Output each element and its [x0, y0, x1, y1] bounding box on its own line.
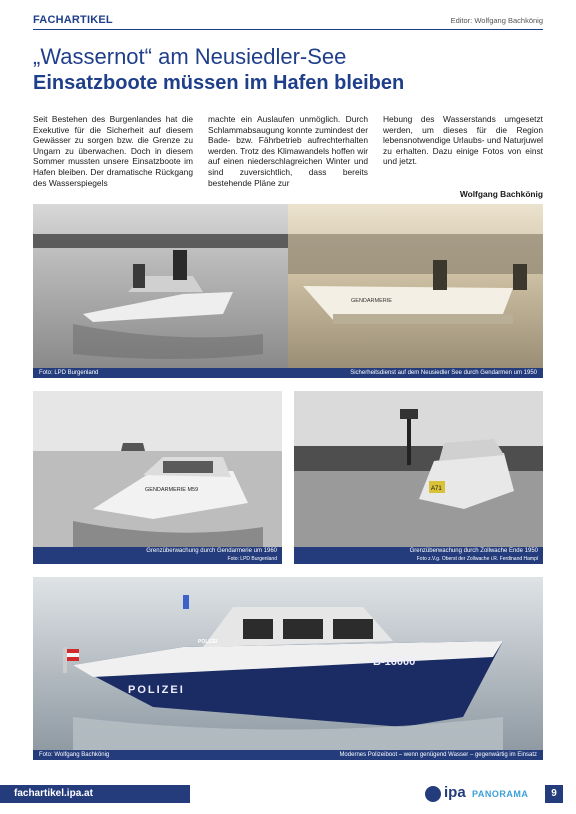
photo-mid-right: [294, 391, 543, 547]
header-rule: [33, 29, 543, 30]
photo-bottom-boat-text: POLIZEI: [128, 684, 185, 696]
subheadline: Einsatzboote müssen im Hafen bleiben: [33, 72, 405, 94]
photo-top: [33, 204, 543, 368]
footer-url-bar: [0, 785, 190, 803]
body-column-3: Hebung des Wasserstands umgesetzt werden, um dieses für die Region lebensnotwendige Urlaubs- und Naturjuwel zu erhalten. Dazu einige Fotos von einst und jetzt.: [383, 114, 543, 167]
footer-url[interactable]: fachartikel.ipa.at: [14, 788, 93, 799]
photo-bottom: [33, 577, 543, 750]
body-column-2: machte ein Auslaufen unmöglich. Durch Schlammabsaugung konnte zumindest der Bade- bzw. Fährbetrieb aufrechterhalten werden. Trotz des Klimawandels hoffen wir auf einen niederschlagreichen Winter und sind zuversichtlich, dass bereits bestehende Pläne zur: [208, 114, 368, 188]
credit-mid-left: Foto: LPD Burgenland: [227, 556, 277, 562]
caption-bar-top: [33, 368, 543, 378]
caption-bar-mid-left: [33, 547, 282, 564]
article-body: [33, 114, 543, 200]
caption-bottom: Modernes Polizeiboot – wenn genügend Wasser – gegenwärtig im Einsatz: [339, 751, 537, 758]
credit-bottom: Foto: Wolfgang Bachkönig: [39, 751, 110, 758]
brand-panorama: PANORAMA: [472, 789, 529, 799]
caption-bar-bottom: [33, 750, 543, 760]
headline: „Wassernot“ am Neusiedler-See: [33, 44, 347, 69]
page-header: [33, 14, 543, 30]
caption-mid-left: Grenzüberwachung durch Gendarmerie um 1960: [146, 548, 277, 554]
photo-bottom-image: [33, 577, 543, 750]
ipa-logo-icon: [425, 786, 441, 802]
author-name: Wolfgang Bachkönig: [459, 189, 543, 199]
caption-bar-mid-right: [294, 547, 543, 564]
body-column-1: Seit Bestehen des Burgenlandes hat die Exekutive für die Sicherheit auf diesem Gewässer zu sorgen bzw. die Grenze zu Ungarn zu überwachen. Doch in diesem Sommer mussten unsere Einsatzboote im Hafen bleiben. Der dramatische Rückgang des Wasserspiegels: [33, 114, 193, 188]
photo-mid-left-boat-text: GENDARMERIE M59: [145, 487, 199, 493]
photo-mid-left-image: [33, 391, 282, 547]
caption-mid-right: Grenzüberwachung durch Zollwache Ende 1950: [409, 548, 538, 554]
photo-top-image: [33, 204, 543, 368]
credit-mid-right: Foto z.V.g. Oberst der Zollwache i.R. Ferdinand Hampl: [416, 556, 538, 562]
photo-bottom-boat-number: B-16000: [373, 656, 416, 668]
photo-mid-right-image: [294, 391, 543, 547]
section-label: FACHARTIKEL: [33, 14, 113, 26]
photo-mid-right-boat-text: A71: [431, 486, 442, 492]
footer-brand: [425, 785, 565, 803]
photo-top-boat-text: GENDARMERIE: [351, 298, 392, 304]
photo-mid-left: [33, 391, 282, 547]
photo-bottom-small-text: POLIZEI: [198, 639, 218, 645]
editor-label: Editor: Wolfgang Bachkönig: [450, 16, 543, 25]
page-number: 9: [545, 785, 563, 803]
credit-top: Foto: LPD Burgenland: [39, 369, 99, 376]
page-footer: [0, 785, 576, 803]
brand-ipa: ipa: [444, 784, 466, 801]
caption-top: Sicherheitsdienst auf dem Neusiedler See durch Gendarmen um 1950: [350, 369, 537, 376]
